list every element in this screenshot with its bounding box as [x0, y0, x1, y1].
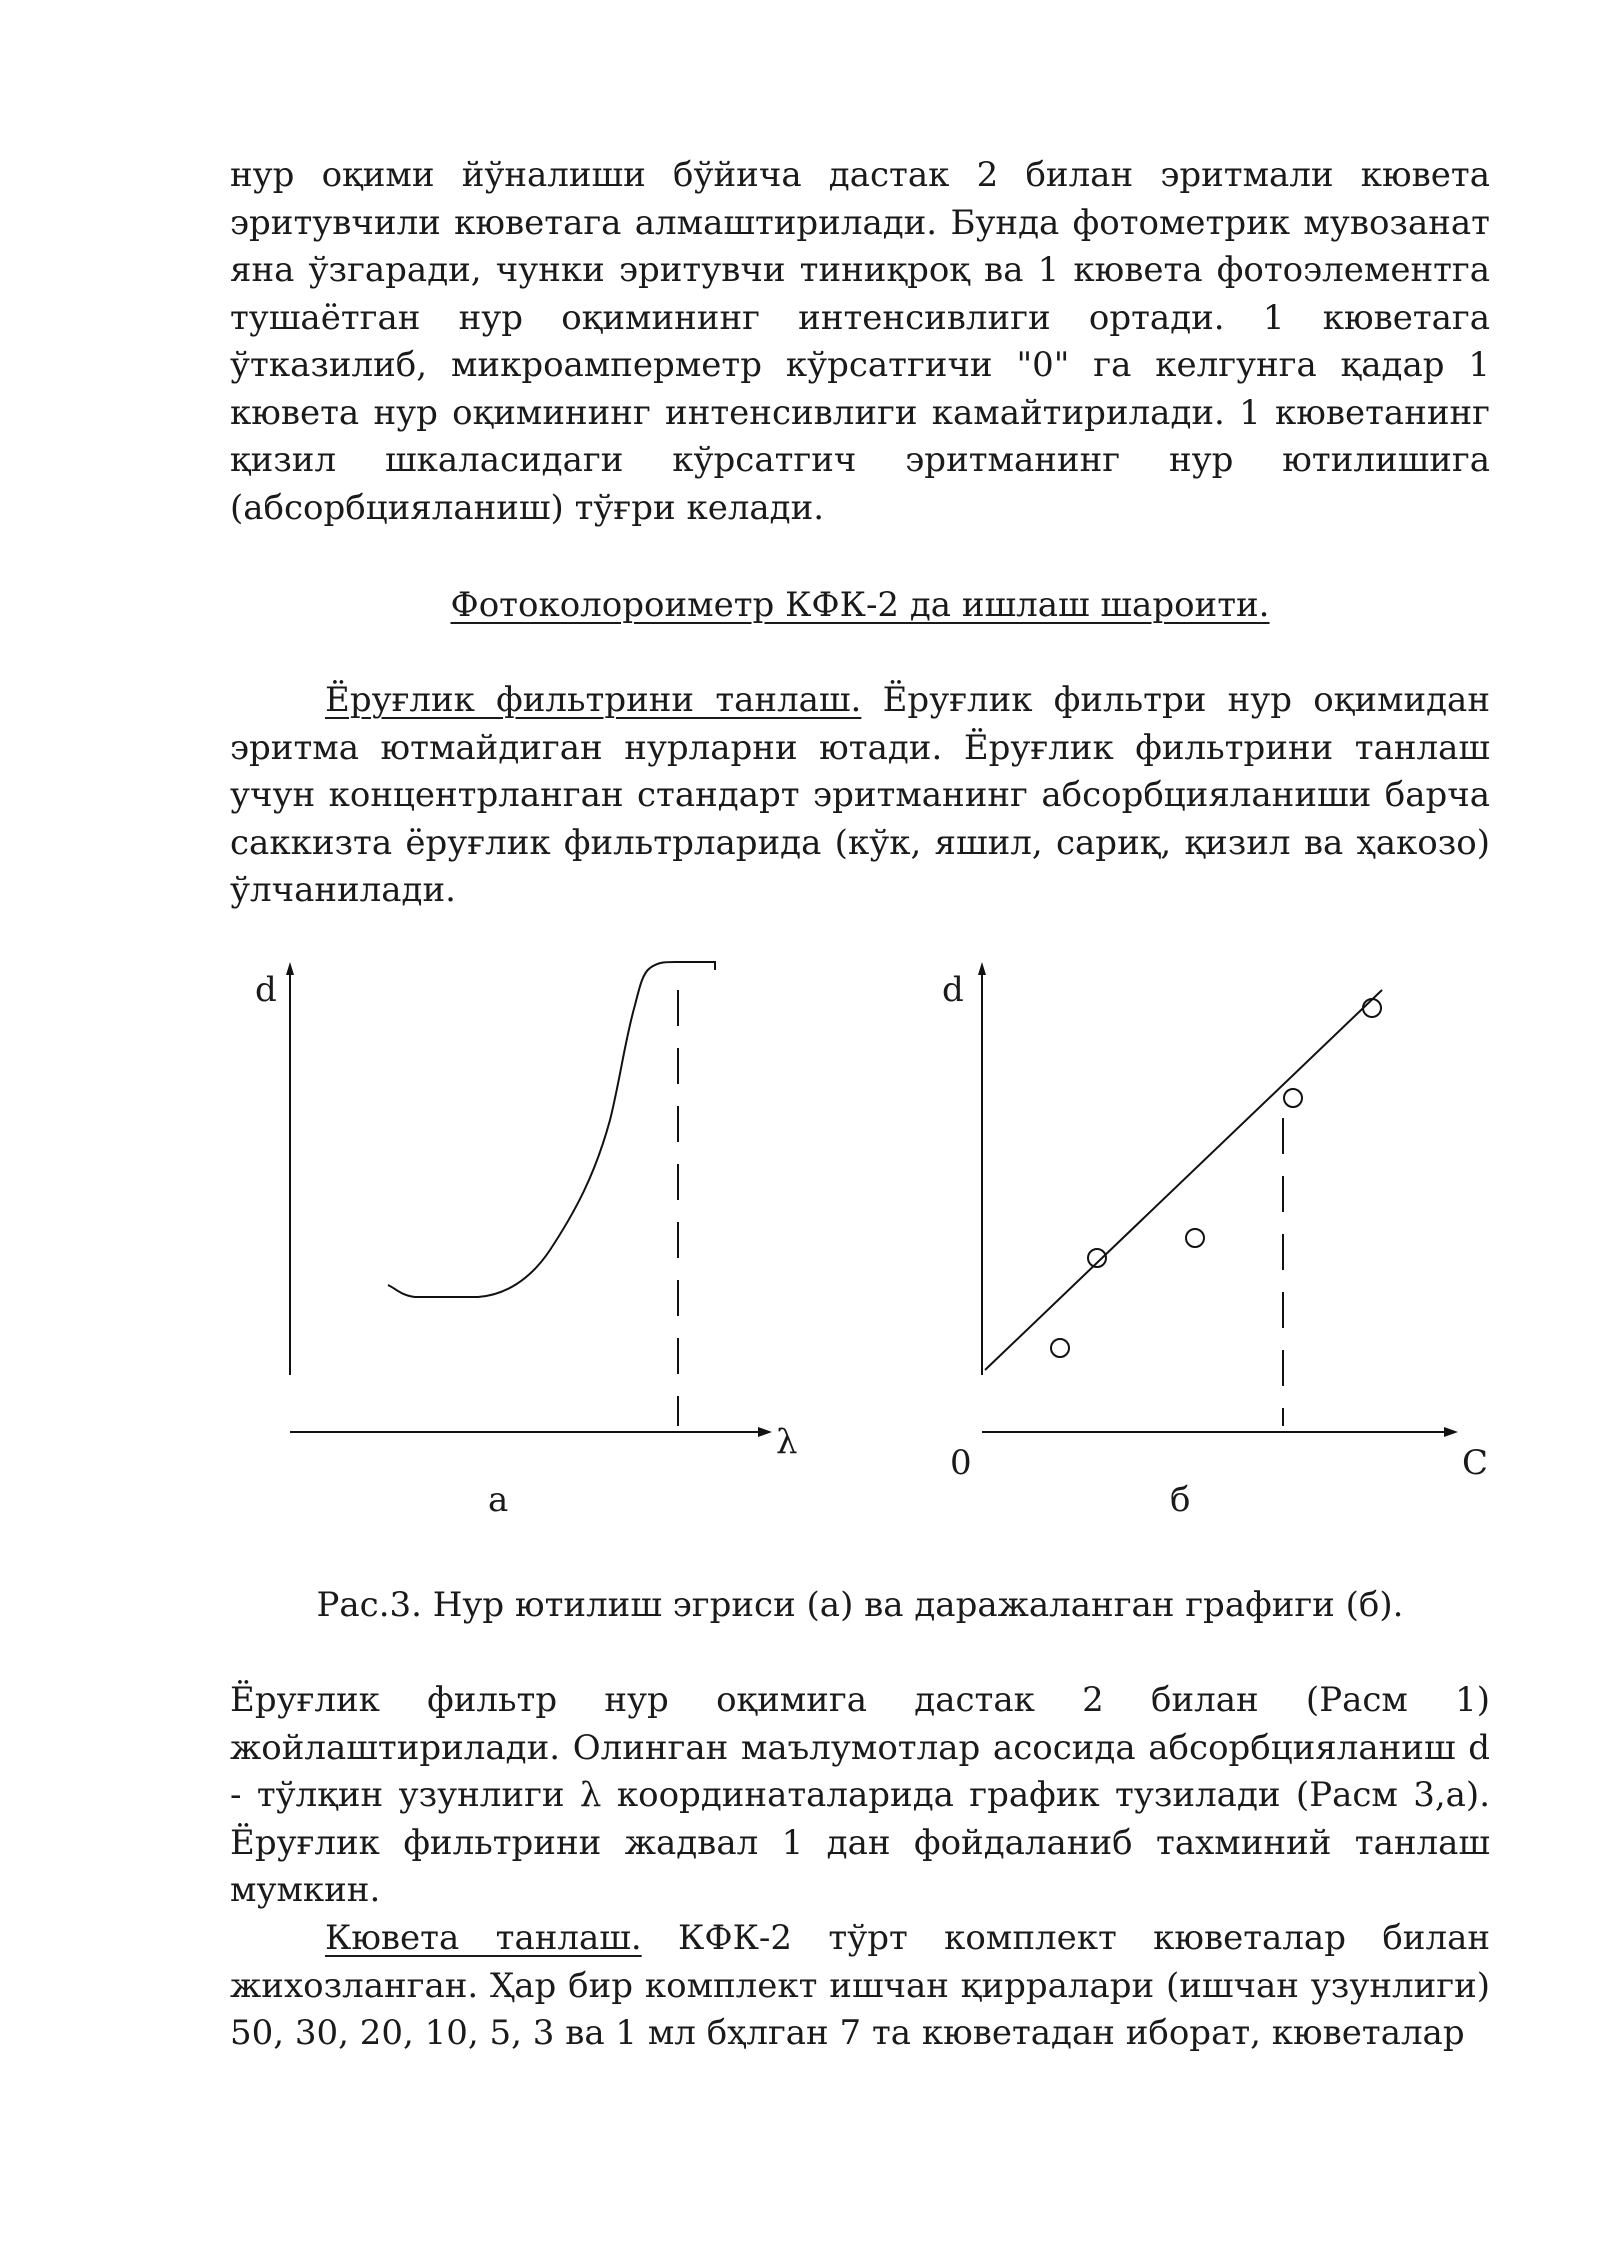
graph-b-x-label: C [1462, 1443, 1489, 1483]
paragraph-4-lead: Кювета танлаш. [325, 1918, 642, 1958]
paragraph-1-text: нур оқими йўналиши бўйича дастак 2 билан эритмали кювета эритувчили кюветага алмаштирилади. Бунда фотометрик мувозанат яна ўзгаради, чунки эритувчи тиниқроқ ва 1 кювета фотоэлементга тушаётган нур оқимининг интенсивлиги ортади. 1 кюветага ўтказилиб, микроамперметр кўрсатгичи "0" га келгунга қадар 1 кювета нур оқимининг интенсивлиги камайтирилади. 1 кюветанинг қизил шкаласидаги кўрсатгич эритманинг нур ютилишига (абсорбцияланиш) тўғри келади. [230, 155, 1490, 528]
graph-b-y-label: d [942, 970, 964, 1010]
paragraph-3-text: Ёруғлик фильтр нур оқимига дастак 2 билан (Расм 1) жойлаштирилади. Олинган маълумотлар асосида абсорбцияланиш d - тўлқин узунлиги λ координаталарида график тузилади (Расм 3,а). Ёруғлик фильтрини жадвал 1 дан фойдаланиб тахминий танлаш мумкин. [230, 1680, 1490, 1910]
graph-b-point [1284, 1089, 1302, 1107]
paragraph-2-text [230, 677, 1490, 915]
graph-b-y-arrow [978, 962, 986, 975]
figure-3 [230, 950, 1530, 1570]
graph-b-point [1363, 999, 1381, 1017]
graph-a-absorption-curve [388, 962, 715, 1297]
graph-b-point [1186, 1229, 1204, 1247]
paragraph-2-body: Ёруғлик фильтри нур оқимидан эритма ютмайдиган нурларни ютади. Ёруғлик фильтрини танлаш учун концентрланган стандарт эритманинг абсорбцияланиши барча саккизта ёруғлик фильтрларида (кўк, яшил, сариқ, қизил ва ҳакозо) ўлчанилади. [230, 680, 1490, 910]
figure-drawing [230, 950, 1530, 1570]
section-heading-text: Фотоколороиметр КФК-2 да ишлаш шароити. [450, 585, 1270, 625]
graph-b-calibration-line [985, 990, 1382, 1370]
graph-b-x-arrow [1444, 1427, 1458, 1437]
graph-b-origin-label: 0 [950, 1443, 972, 1483]
graph-b [978, 962, 1458, 1437]
paragraph-2-lead: Ёруғлик фильтрини танлаш. [325, 680, 862, 720]
paragraph-4 [230, 1915, 1490, 2058]
graph-b-point [1051, 1339, 1069, 1357]
figure-caption: Рас.3. Нур ютилиш эгриси (а) ва даражаланган графиги (б). [316, 1585, 1404, 1625]
graph-a-y-label: d [255, 970, 277, 1010]
paragraph-1 [230, 152, 1490, 532]
paragraph-4-body: КФК-2 тўрт комплект кюветалар билан жихозланган. Ҳар бир комплект ишчан қирралари (ишчан узунлиги) 50, 30, 20, 10, 5, 3 ва 1 мл бҳлган 7 та кюветадан иборат, кюветалар [230, 1918, 1491, 2053]
graph-a-x-label: λ [776, 1422, 798, 1462]
paragraph-2 [230, 677, 1490, 915]
graph-b-panel-label: б [1170, 1480, 1191, 1520]
paragraph-3 [230, 1677, 1490, 1915]
graph-a-x-arrow [758, 1427, 772, 1437]
graph-a-panel-label: а [488, 1480, 509, 1520]
paragraph-4-text [230, 1915, 1490, 2058]
graph-a [286, 962, 772, 1437]
graph-a-y-arrow [286, 962, 294, 975]
section-heading [230, 582, 1490, 630]
